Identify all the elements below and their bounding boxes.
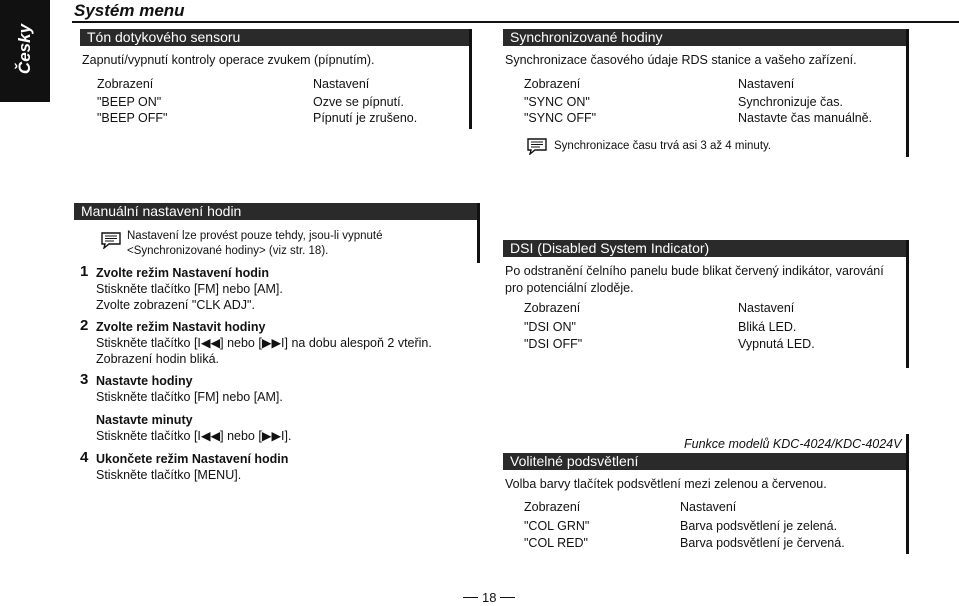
- manual-clock-note-line2: <Synchronizované hodiny> (viz str. 18).: [127, 245, 329, 257]
- column-header-display: Zobrazení: [524, 301, 581, 315]
- column-header-setting: Nastavení: [680, 500, 737, 514]
- language-tab: [0, 0, 50, 102]
- step-text: Stiskněte tlačítko [MENU].: [96, 468, 242, 482]
- table-cell-display: "DSI OFF": [524, 337, 583, 351]
- sync-clock-description: Synchronizace časového údaje RDS stanice a vašeho zařízení.: [505, 53, 857, 67]
- section-divider: [906, 434, 909, 554]
- table-cell-display: "DSI ON": [524, 320, 576, 334]
- page-number: 18: [482, 590, 497, 605]
- table-cell-setting: Bliká LED.: [738, 320, 797, 334]
- step-text: Zobrazení hodin bliká.: [96, 352, 219, 366]
- step-title: Nastavte hodiny: [96, 374, 193, 388]
- page-title: Systém menu: [74, 1, 185, 20]
- table-cell-display: "COL GRN": [524, 519, 590, 533]
- title-rule: [72, 21, 959, 23]
- step-number: 1: [80, 263, 89, 280]
- step-title: Zvolte režim Nastavit hodiny: [96, 320, 266, 334]
- step-number: 3: [80, 371, 89, 388]
- step-number: 4: [80, 449, 89, 466]
- section-header-dsi: DSI (Disabled System Indicator): [503, 240, 908, 257]
- column-header-display: Zobrazení: [524, 500, 581, 514]
- table-cell-setting: Barva podsvětlení je zelená.: [680, 519, 838, 533]
- table-cell-setting: Vypnutá LED.: [738, 337, 815, 351]
- table-cell-display: "SYNC ON": [524, 95, 590, 109]
- sync-clock-note: Synchronizace času trvá asi 3 až 4 minuty.: [554, 140, 772, 152]
- footer-rule-right: [500, 597, 515, 598]
- table-cell-setting: Barva podsvětlení je červená.: [680, 536, 845, 550]
- column-header-display: Zobrazení: [524, 77, 581, 91]
- table-cell-display: "BEEP ON": [97, 95, 162, 109]
- table-cell-setting: Pípnutí je zrušeno.: [313, 111, 418, 125]
- section-divider: [469, 29, 472, 129]
- column-header-setting: Nastavení: [738, 301, 795, 315]
- model-note: Funkce modelů KDC-4024/KDC-4024V: [684, 437, 902, 451]
- step-text: Stiskněte tlačítko [I◀◀] nebo [▶▶I] na dobu alespoň 2 vteřin.: [96, 336, 432, 350]
- column-header-setting: Nastavení: [313, 77, 370, 91]
- step-title: Zvolte režim Nastavení hodin: [96, 266, 269, 280]
- step-title: Nastavte minuty: [96, 413, 193, 427]
- section-header-sync-clock: Synchronizované hodiny: [503, 29, 908, 46]
- table-cell-display: "SYNC OFF": [524, 111, 597, 125]
- table-cell-setting: Nastavte čas manuálně.: [738, 111, 873, 125]
- section-divider: [477, 203, 480, 263]
- table-cell-setting: Ozve se pípnutí.: [313, 95, 405, 109]
- step-number: 2: [80, 317, 89, 334]
- section-divider: [906, 29, 909, 157]
- note-icon: [526, 137, 548, 155]
- section-header-manual-clock: Manuální nastavení hodin: [74, 203, 480, 220]
- manual-clock-note-line1: Nastavení lze provést pouze tehdy, jsou-li vypnuté: [127, 230, 383, 242]
- touch-sensor-description: Zapnutí/vypnutí kontroly operace zvukem (pípnutím).: [82, 53, 375, 67]
- section-header-touch-sensor: Tón dotykového sensoru: [80, 29, 470, 46]
- step-title: Ukončete režim Nastavení hodin: [96, 452, 289, 466]
- step-text: Stiskněte tlačítko [FM] nebo [AM].: [96, 282, 283, 296]
- section-divider: [906, 240, 909, 368]
- dsi-description-line1: Po odstranění čelního panelu bude blikat červený indikátor, varování: [505, 264, 884, 278]
- note-icon: [100, 231, 122, 249]
- column-header-setting: Nastavení: [738, 77, 795, 91]
- step-text: Stiskněte tlačítko [I◀◀] nebo [▶▶I].: [96, 429, 292, 443]
- illumination-description: Volba barvy tlačítek podsvětlení mezi zelenou a červenou.: [505, 477, 827, 491]
- step-text: Zvolte zobrazení "CLK ADJ".: [96, 298, 255, 312]
- step-text: Stiskněte tlačítko [FM] nebo [AM].: [96, 390, 283, 404]
- section-header-illumination: Volitelné podsvětlení: [503, 453, 908, 470]
- column-header-display: Zobrazení: [97, 77, 154, 91]
- dsi-description-line2: pro potenciální zloděje.: [505, 281, 634, 295]
- language-label: Česky: [15, 23, 34, 75]
- footer-rule-left: [463, 597, 478, 598]
- table-cell-display: "BEEP OFF": [97, 111, 168, 125]
- table-cell-setting: Synchronizuje čas.: [738, 95, 843, 109]
- table-cell-display: "COL RED": [524, 536, 588, 550]
